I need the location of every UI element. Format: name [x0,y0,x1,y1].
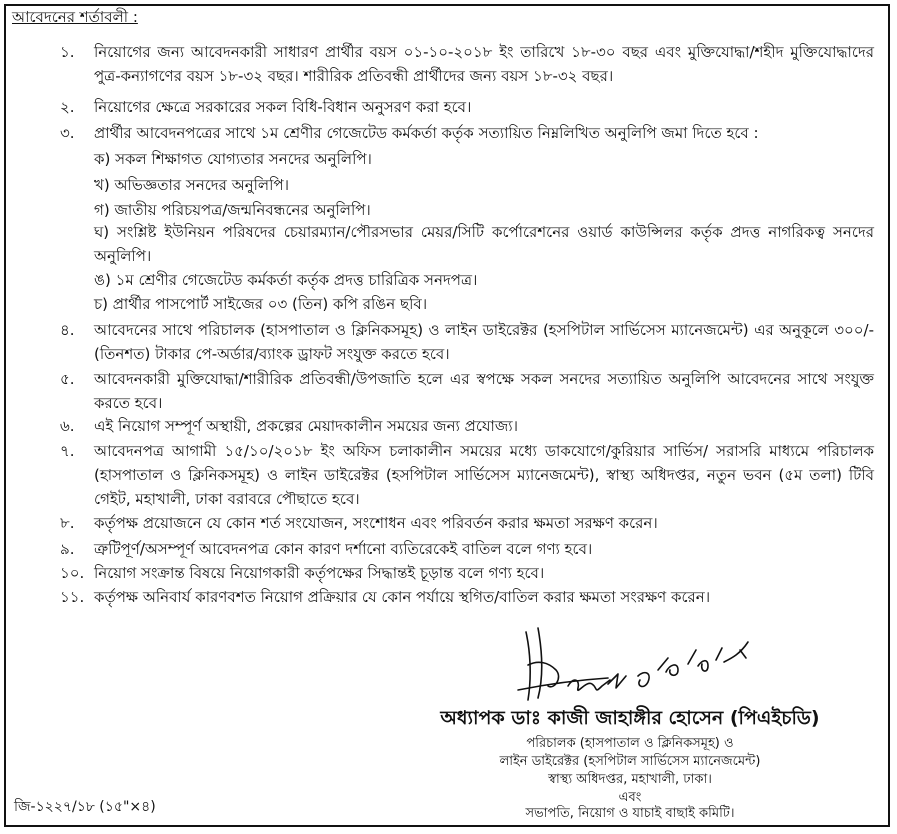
condition-text: প্রার্থীর আবেদনপত্রের সাথে ১ম শ্রেণীর গেজেটেড কর্মকর্তা কর্তৃক সত্যায়িত নিম্নলিখিত অনুলিপি জমা দিতে হবে : [94,124,759,142]
condition-text: এই নিয়োগ সম্পূর্ণ অস্থায়ী, প্রকল্পের মেয়াদকালীন সময়ের জন্য প্রযোজ্য। [94,417,519,435]
signatory-office: স্বাস্থ্য অধিদপ্তর, মহাখালী, ঢাকা। [548,772,712,787]
condition-text: নিয়োগের ক্ষেত্রে সরকারের সকল বিধি-বিধান অনুসরণ করা হবে। [94,98,472,116]
condition-text: আবেদনকারী মুক্তিযোদ্ধা/শারীরিক প্রতিবন্ধী/উপজাতি হলে এর স্বপক্ষে সকল সনদের সত্যায়িত অনুলিপি আবেদনের সাথে সংযুক্ত করতে হবে। [94,370,874,412]
condition-number: ৮. [60,514,75,532]
condition-number: ৬. [60,417,75,435]
signatory-committee: সভাপতি, নিয়োগ ও যাচাই বাছাই কমিটি। [525,806,735,821]
condition-text: ত্রুটিপূর্ণ/অসম্পূর্ণ আবেদনপত্র কোন কারণ দর্শানো ব্যতিরেকেই বাতিল বলে গণ্য হবে। [94,540,593,558]
condition-text: কর্তৃপক্ষ অনিবার্য কারণবশত নিয়োগ প্রক্রিয়ার যে কোন পর্যায়ে স্থগিত/বাতিল করার ক্ষমতা সংরক্ষণ করেন। [94,588,711,606]
condition-number: ১১. [60,588,85,606]
sub-item-kha: খ) অভিজ্ঞতার সনদের অনুলিপি। [94,176,289,194]
condition-number: ১০. [60,564,85,582]
condition-number: ৭. [60,442,75,460]
condition-number: ৪. [60,321,75,339]
condition-text: আবেদনপত্র আগামী ১৫/১০/২০১৮ ইং অফিস চলাকালীন সময়ের মধ্যে ডাকযোগে/কুরিয়ার সার্ভিস/ সরাসরি মাধ্যমে পরিচালক (হাসপাতাল ও ক্লিনিকসমূহ) ও লাইন ডাইরেক্টর (হসপিটাল সার্ভিসেস ম্যানেজমেন্ট), স্বাস্থ্য অধিদপ্তর, নতুন ভবন (৫ম তলা) টিবি গেইট, মহাখালী, ঢাকা বরাবরে পৌছাতে হবে। [94,442,874,508]
reference-number: জি-১২২৭/১৮ (১৫"×৪) [14,799,156,815]
condition-text: কর্তৃপক্ষ প্রয়োজনে যে কোন শর্ত সংযোজন, সংশোধন এবং পরিবর্তন করার ক্ষমতা সরক্ষণ করেন। [94,514,658,532]
condition-number: ৩. [60,124,75,142]
condition-text: নিয়োগ সংক্রান্ত বিষয়ে নিয়োগকারী কর্তৃপক্ষের সিদ্ধান্তই চূড়ান্ত বলে গণ্য হবে। [94,564,545,582]
sub-item-uma: ঙ) ১ম শ্রেণীর গেজেটেড কর্মকর্তা কর্তৃক প্রদত্ত চারিত্রিক সনদপত্র। [94,271,478,289]
signatory-designation-1: পরিচালক (হাসপাতাল ও ক্লিনিকসমূহ) ও [526,736,734,751]
handwritten-signature [508,620,778,710]
signatory-designation-2: লাইন ডাইরেক্টর (হসপিটাল সার্ভিসেস ম্যানেজমেন্ট) [499,754,761,769]
sub-item-gha: ঘ) সংশ্লিষ্ট ইউনিয়ন পরিষদের চেয়ারম্যান/পৌরসভার মেয়র/সিটি কর্পোরেশনের ওয়ার্ড কাউন্সিলর কর্তৃক প্রদত্ত নাগরিকত্ব সনদের অনুলিপি। [94,223,874,265]
condition-number: ৫. [60,370,75,388]
condition-text: আবেদনের সাথে পরিচালক (হাসপাতাল ও ক্লিনিকসমূহ) ও লাইন ডাইরেক্টর (হসপিটাল সার্ভিসেস ম্যানেজমেন্ট) এর অনুকূলে ৩০০/- (তিনশত) টাকার পে-অর্ডার/ব্যাংক ড্রাফট সংযুক্ত করতে হবে। [94,321,874,363]
condition-number: ১. [60,43,75,61]
condition-number: ২. [60,98,75,116]
signatory-and: এবং [618,790,642,805]
sub-item-ka: ক) সকল শিক্ষাগত যোগ্যতার সনদের অনুলিপি। [94,150,372,168]
signatory-name: অধ্যাপক ডাঃ কাজী জাহাঙ্গীর হোসেন (পিএইচডি) [440,707,820,729]
condition-number: ৯. [60,540,75,558]
condition-text: নিয়োগের জন্য আবেদনকারী সাধারণ প্রার্থীর বয়স ০১-১০-২০১৮ ইং তারিখে ১৮-৩০ বছর এবং মুক্তিযোদ্ধা/শহীদ মুক্তিযোদ্ধাদের পুত্র-কন্যাগণের বয়স ১৮-৩২ বছর। শারীরিক প্রতিবন্ধী প্রার্থীদের জন্য বয়স ১৮-৩২ বছর। [94,43,874,85]
conditions-heading: আবেদনের শর্তাবলী : [12,8,138,26]
sub-item-ga: গ) জাতীয় পরিচয়পত্র/জন্মনিবন্ধনের অনুলিপি। [94,201,371,219]
sub-item-cha: চ) প্রার্থীর পাসপোর্ট সাইজের ০৩ (তিন) কপি রঙিন ছবি। [94,295,428,313]
